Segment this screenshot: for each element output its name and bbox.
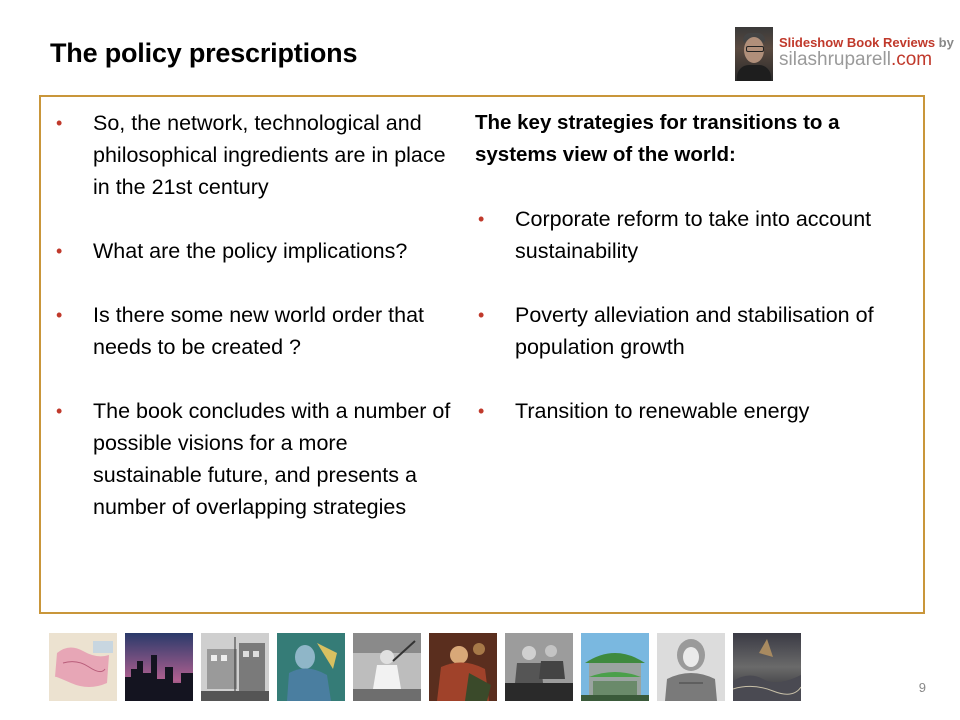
workers-photo-thumbnail[interactable] <box>505 633 573 701</box>
baseball-player-thumbnail[interactable] <box>353 633 421 701</box>
page-number: 9 <box>918 680 926 695</box>
brand-website: silashruparell.com <box>779 49 933 70</box>
list-item: • The book concludes with a number of possible visions for a more sustainable future, and presents a number of overlapping strategies <box>53 395 458 523</box>
list-item: • Is there some new world order that needs to be created ? <box>53 299 458 363</box>
bullet-icon: • <box>478 305 485 325</box>
renaissance-painting-thumbnail[interactable] <box>429 633 497 701</box>
thumbnail-strip <box>49 633 809 701</box>
list-item: • Corporate reform to take into account sustainability <box>475 203 915 267</box>
portrait-engraving-thumbnail[interactable] <box>657 633 725 701</box>
city-skyline-thumbnail[interactable] <box>125 633 193 701</box>
bullet-icon: • <box>56 241 63 261</box>
left-column <box>53 107 458 555</box>
street-building-thumbnail[interactable] <box>201 633 269 701</box>
left-bullet-list <box>53 107 458 523</box>
stormy-sea-painting-thumbnail[interactable] <box>733 633 801 701</box>
brand-tagline: Slideshow Book Reviews by <box>779 35 954 50</box>
strategies-heading: The key strategies for transitions to a systems view of the world: <box>475 111 840 166</box>
content-box <box>39 95 925 614</box>
painting-figure-thumbnail[interactable] <box>277 633 345 701</box>
list-item: • Transition to renewable energy <box>475 395 915 427</box>
right-bullet-list <box>475 203 915 427</box>
tropical-building-thumbnail[interactable] <box>581 633 649 701</box>
bullet-icon: • <box>478 401 485 421</box>
author-photo <box>735 27 773 81</box>
bullet-icon: • <box>56 305 63 325</box>
list-item: • Poverty alleviation and stabilisation of population growth <box>475 299 915 363</box>
list-item: • What are the policy implications? <box>53 235 458 267</box>
bullet-icon: • <box>56 113 63 133</box>
list-item: • So, the network, technological and philosophical ingredients are in place in the 21st century <box>53 107 458 203</box>
slide-title: The policy prescriptions <box>50 38 358 68</box>
bullet-icon: • <box>478 209 485 229</box>
right-column <box>475 107 915 459</box>
map-thumbnail[interactable] <box>49 633 117 701</box>
bullet-icon: • <box>56 401 63 421</box>
brand-logo[interactable] <box>735 27 954 81</box>
